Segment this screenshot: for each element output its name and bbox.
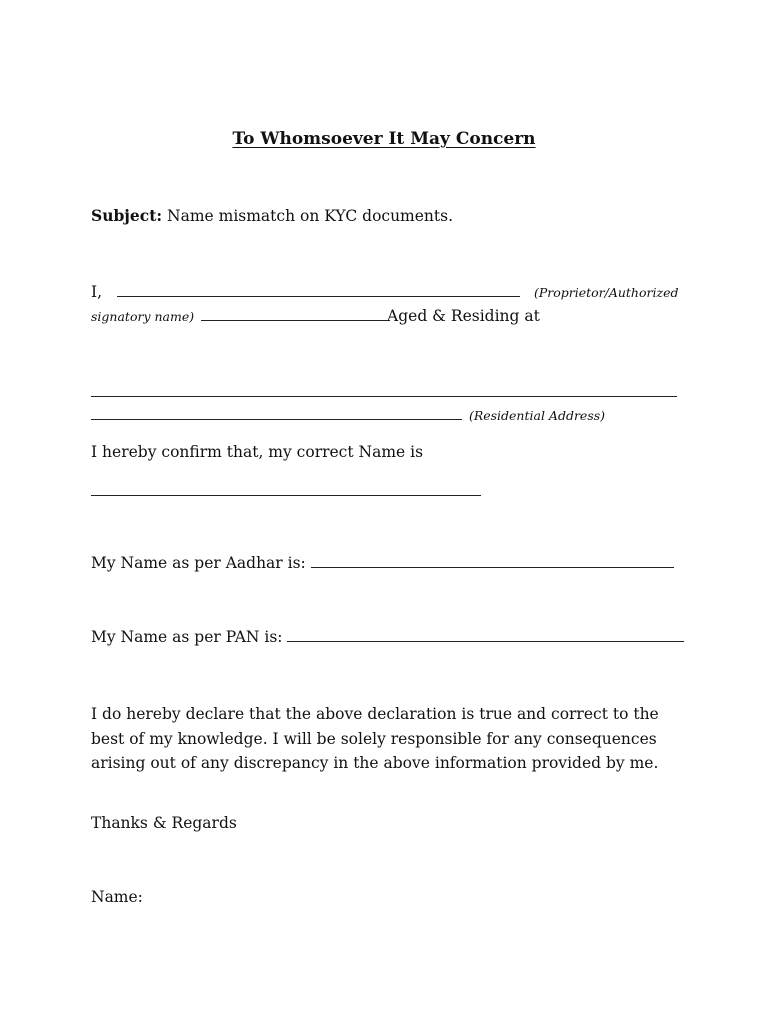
- signatory-line: [91, 306, 540, 327]
- declaration-paragraph: I do hereby declare that the above declaration is true and correct to the best of my knowledge. I will be solely responsible for any consequences arising out of any discrepancy in the above information provided by me.: [91, 705, 659, 772]
- signatory-name-blank[interactable]: [117, 284, 520, 297]
- subject-line: [91, 206, 453, 226]
- correct-name-blank[interactable]: [91, 495, 481, 496]
- aadhar-label: My Name as per Aadhar is:: [91, 554, 311, 572]
- age-blank[interactable]: [201, 308, 387, 321]
- residential-note: (Residential Address): [468, 408, 606, 423]
- subject-label: Subject:: [91, 206, 163, 225]
- pan-label: My Name as per PAN is:: [91, 628, 288, 646]
- address-blank-line-2[interactable]: [91, 407, 462, 420]
- aadhar-line: [91, 553, 674, 573]
- intro-prefix: I,: [91, 283, 103, 301]
- address-blank-line-1[interactable]: [91, 396, 677, 397]
- intro-line: [91, 282, 678, 303]
- pan-line: [91, 627, 684, 647]
- signatory-note: signatory name): [91, 309, 195, 324]
- proprietor-note: (Proprietor/Authorized: [533, 285, 679, 300]
- closing-text: Thanks & Regards: [91, 814, 237, 832]
- document-title: To Whomsoever It May Concern: [232, 129, 536, 149]
- subject-text: Name mismatch on KYC documents.: [162, 207, 454, 225]
- address-line-2: [91, 405, 605, 426]
- confirm-line: I hereby confirm that, my correct Name is: [91, 443, 424, 461]
- name-label: Name:: [91, 888, 143, 906]
- aged-residing-text: Aged & Residing at: [387, 307, 540, 325]
- pan-name-blank[interactable]: [287, 629, 684, 642]
- aadhar-name-blank[interactable]: [311, 555, 674, 568]
